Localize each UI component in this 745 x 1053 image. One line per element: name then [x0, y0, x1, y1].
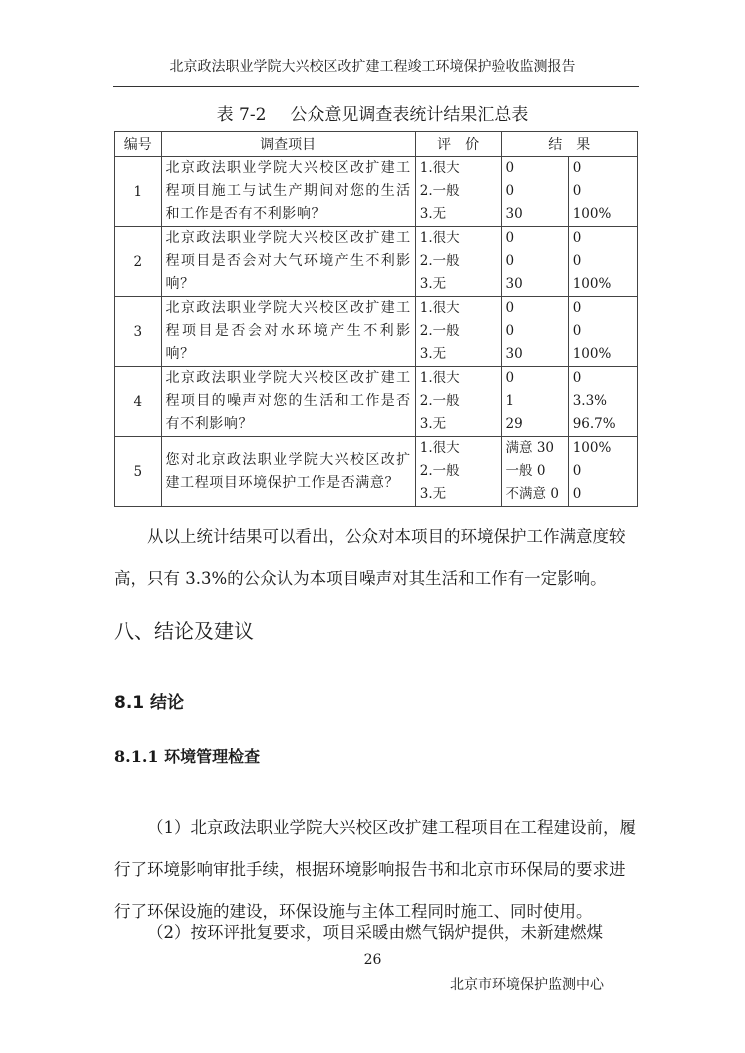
paragraph-1: （1）北京政法职业学院大兴校区改扩建工程项目在工程建设前，履行了环境影响审批手续，根据环境影响报告书和北京市环保局的要求进行了环保设施的建设，环保设施与主体工程同时施工、同时使用。 — [114, 818, 636, 921]
count: 29 — [505, 416, 523, 432]
result-counts — [501, 297, 568, 367]
survey-question: 北京政法职业学院大兴校区改扩建工程项目是否会对大气环境产生不利影响？ — [161, 227, 415, 297]
option: 3.无 — [419, 346, 447, 362]
percent: 0 — [572, 463, 582, 479]
option: 1.很大 — [419, 300, 460, 316]
evaluation-options — [415, 367, 501, 437]
count: 满意 30 — [505, 440, 555, 456]
percent: 100% — [572, 276, 612, 292]
evaluation-options — [415, 157, 501, 227]
percent: 3.3% — [572, 393, 608, 409]
table-row — [115, 227, 638, 297]
option: 2.一般 — [419, 393, 460, 409]
percent: 100% — [572, 440, 612, 456]
count: 0 — [505, 230, 515, 246]
result-counts — [501, 367, 568, 437]
count: 0 — [505, 183, 515, 199]
count: 0 — [505, 300, 515, 316]
count: 1 — [505, 393, 515, 409]
survey-results-table — [114, 131, 638, 507]
summary-paragraph: 从以上统计结果可以看出，公众对本项目的环境保护工作满意度较高，只有 3.3%的公众认为本项目噪声对其生活和工作有一定影响。 — [114, 527, 626, 588]
percent: 100% — [572, 346, 612, 362]
percent: 0 — [572, 230, 582, 246]
row-number: 5 — [115, 437, 162, 507]
table-row — [115, 437, 638, 507]
result-percents — [568, 297, 637, 367]
percent: 100% — [572, 206, 612, 222]
percent: 0 — [572, 323, 582, 339]
column-header-evaluation: 评 价 — [415, 132, 501, 157]
evaluation-options — [415, 437, 501, 507]
option: 2.一般 — [419, 463, 460, 479]
subsection-heading: 8.1 结论 — [114, 693, 185, 713]
count: 30 — [505, 346, 523, 362]
table-row — [115, 367, 638, 437]
survey-question: 您对北京政法职业学院大兴校区改扩建工程项目环境保护工作是否满意？ — [161, 437, 415, 507]
count: 一般 0 — [505, 463, 546, 479]
option: 1.很大 — [419, 370, 460, 386]
percent: 0 — [572, 486, 582, 502]
percent: 0 — [572, 300, 582, 316]
survey-question: 北京政法职业学院大兴校区改扩建工程项目施工与试生产期间对您的生活和工作是否有不利影响？ — [161, 157, 415, 227]
percent: 0 — [572, 183, 582, 199]
row-number: 3 — [115, 297, 162, 367]
row-number: 4 — [115, 367, 162, 437]
option: 1.很大 — [419, 230, 460, 246]
count: 30 — [505, 206, 523, 222]
row-number: 1 — [115, 157, 162, 227]
survey-question: 北京政法职业学院大兴校区改扩建工程项目的噪声对您的生活和工作是否有不利影响？ — [161, 367, 415, 437]
section-heading: 八、结论及建议 — [114, 619, 254, 643]
percent: 96.7% — [572, 416, 616, 432]
result-counts — [501, 227, 568, 297]
row-number: 2 — [115, 227, 162, 297]
running-header-title: 北京政法职业学院大兴校区改扩建工程竣工环境保护验收监测报告 — [169, 59, 576, 75]
option: 3.无 — [419, 276, 447, 292]
evaluation-options — [415, 227, 501, 297]
option: 2.一般 — [419, 183, 460, 199]
option: 2.一般 — [419, 323, 460, 339]
column-header-result: 结 果 — [501, 132, 637, 157]
table-caption-title: 公众意见调查表统计结果汇总表 — [290, 105, 529, 125]
table-caption — [0, 100, 745, 125]
subsubsection-heading: 8.1.1 环境管理检查 — [114, 747, 261, 766]
result-counts — [501, 157, 568, 227]
column-header-no: 编号 — [115, 132, 162, 157]
count: 0 — [505, 253, 515, 269]
table-row — [115, 157, 638, 227]
result-percents — [568, 367, 637, 437]
count: 0 — [505, 323, 515, 339]
table-header-row — [115, 132, 638, 157]
option: 2.一般 — [419, 253, 460, 269]
option: 1.很大 — [419, 160, 460, 176]
result-percents — [568, 227, 637, 297]
count: 不满意 0 — [505, 486, 559, 502]
percent: 0 — [572, 253, 582, 269]
footer-organization: 北京市环境保护监测中心 — [450, 977, 604, 993]
page-number: 26 — [363, 952, 382, 968]
count: 0 — [505, 160, 515, 176]
option: 3.无 — [419, 206, 447, 222]
result-percents — [568, 157, 637, 227]
percent: 0 — [572, 160, 582, 176]
option: 3.无 — [419, 416, 447, 432]
result-percents — [568, 437, 637, 507]
result-counts — [501, 437, 568, 507]
paragraph-2: （2）按环评批复要求，项目采暖由燃气锅炉提供，未新建燃煤 — [147, 923, 603, 942]
header-divider — [113, 86, 639, 87]
column-header-item: 调查项目 — [161, 132, 415, 157]
option: 1.很大 — [419, 440, 460, 456]
table-caption-number: 表 7-2 — [216, 105, 267, 125]
evaluation-options — [415, 297, 501, 367]
table-row — [115, 297, 638, 367]
percent: 0 — [572, 370, 582, 386]
survey-question: 北京政法职业学院大兴校区改扩建工程项目是否会对水环境产生不利影响？ — [161, 297, 415, 367]
option: 3.无 — [419, 486, 447, 502]
count: 0 — [505, 370, 515, 386]
count: 30 — [505, 276, 523, 292]
